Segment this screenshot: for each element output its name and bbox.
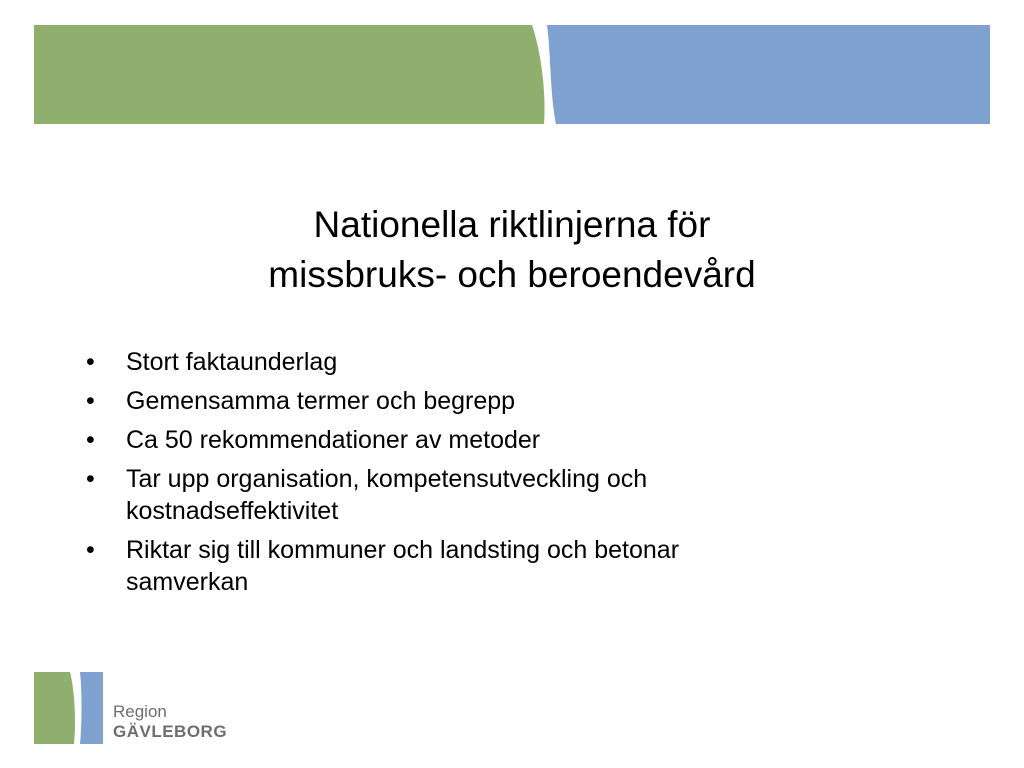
bullet-text: Tar upp organisation, kompetensutveckling och kostnadseffektivitet — [126, 465, 648, 525]
logo-mark-icon — [34, 672, 106, 744]
bullet-marker: • — [86, 348, 95, 376]
bullet-marker: • — [86, 536, 95, 564]
bullet-item — [86, 534, 806, 598]
bullet-marker: • — [86, 426, 95, 454]
bullet-item — [86, 346, 806, 378]
bullet-list — [86, 346, 806, 605]
banner-blue-shape — [547, 25, 990, 124]
logo-name-text: GÄVLEBORG — [113, 722, 228, 741]
banner-green-shape — [34, 25, 545, 124]
logo-blue-shape — [80, 672, 103, 744]
bullet-item — [86, 463, 806, 527]
bullet-item — [86, 424, 806, 456]
bullet-marker: • — [86, 387, 95, 415]
bullet-text: Gemensamma termer och begrepp — [126, 387, 516, 415]
title-line-2: missbruks- och beroendevård — [268, 254, 756, 295]
logo-region-text: Region — [113, 702, 167, 721]
region-gavleborg-logo — [34, 672, 234, 744]
bullet-text: Riktar sig till kommuner och landsting och betonar samverkan — [126, 536, 680, 596]
slide-title — [0, 200, 1024, 300]
bullet-text: Stort faktaunderlag — [126, 348, 338, 376]
bullet-text: Ca 50 rekommendationer av metoder — [126, 426, 541, 454]
title-line-1: Nationella riktlinjerna för — [313, 204, 711, 245]
header-banner — [34, 25, 990, 124]
bullet-marker: • — [86, 465, 95, 493]
bullet-item — [86, 385, 806, 417]
logo-wordmark — [113, 702, 227, 742]
logo-green-shape — [34, 672, 75, 744]
